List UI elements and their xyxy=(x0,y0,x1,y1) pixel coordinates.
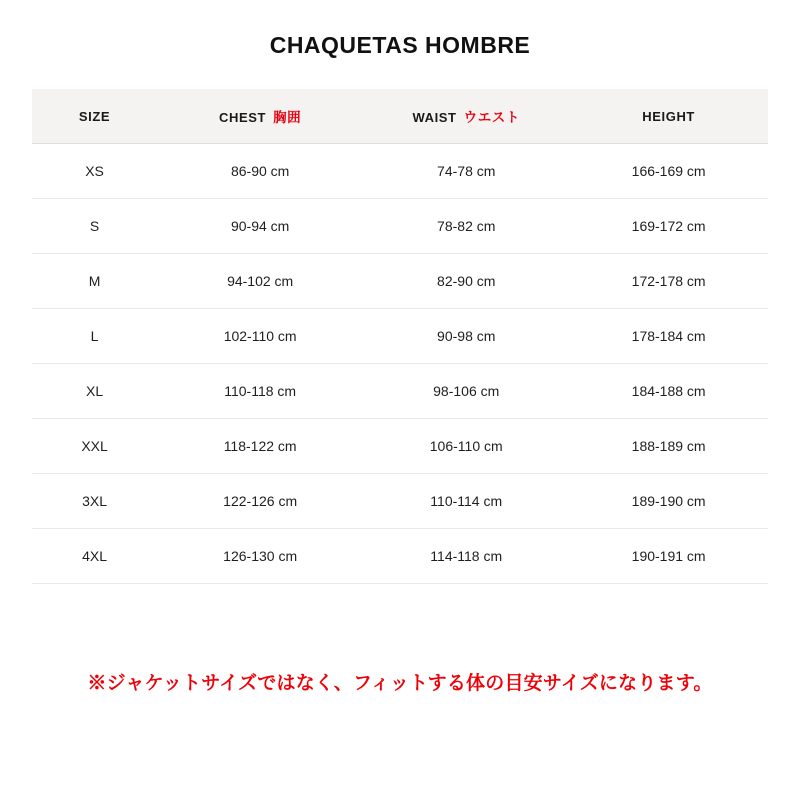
table-row xyxy=(32,254,768,309)
table-row xyxy=(32,309,768,364)
cell-height: 166-169 cm xyxy=(569,144,768,199)
size-table-container xyxy=(32,89,768,584)
page-title: CHAQUETAS HOMBRE xyxy=(269,32,531,58)
cell-height: 189-190 cm xyxy=(569,474,768,529)
size-table xyxy=(32,89,768,584)
column-header-size xyxy=(32,89,157,144)
cell-size: XXL xyxy=(32,419,157,474)
cell-size: XS xyxy=(32,144,157,199)
table-header xyxy=(32,89,768,144)
table-row xyxy=(32,419,768,474)
cell-waist: 82-90 cm xyxy=(363,254,569,309)
table-body xyxy=(32,144,768,584)
cell-waist: 114-118 cm xyxy=(363,529,569,584)
table-row xyxy=(32,144,768,199)
cell-size: 4XL xyxy=(32,529,157,584)
cell-chest: 122-126 cm xyxy=(157,474,363,529)
cell-chest: 90-94 cm xyxy=(157,199,363,254)
column-header-chest-label-jp: 胸囲 xyxy=(273,110,302,125)
column-header-height xyxy=(569,89,768,144)
column-header-size-label: SIZE xyxy=(78,108,111,124)
column-header-chest xyxy=(157,89,363,144)
cell-height: 188-189 cm xyxy=(569,419,768,474)
table-row xyxy=(32,474,768,529)
table-row xyxy=(32,199,768,254)
cell-size: M xyxy=(32,254,157,309)
table-header-row xyxy=(32,89,768,144)
cell-waist: 74-78 cm xyxy=(363,144,569,199)
cell-height: 172-178 cm xyxy=(569,254,768,309)
cell-waist: 106-110 cm xyxy=(363,419,569,474)
cell-size: 3XL xyxy=(32,474,157,529)
column-header-chest-label: CHEST xyxy=(219,110,267,125)
cell-chest: 94-102 cm xyxy=(157,254,363,309)
column-header-height-label: HEIGHT xyxy=(642,108,695,124)
cell-size: S xyxy=(32,199,157,254)
cell-size: XL xyxy=(32,364,157,419)
cell-chest: 118-122 cm xyxy=(157,419,363,474)
cell-chest: 110-118 cm xyxy=(157,364,363,419)
cell-waist: 90-98 cm xyxy=(363,309,569,364)
cell-height: 190-191 cm xyxy=(569,529,768,584)
cell-waist: 78-82 cm xyxy=(363,199,569,254)
cell-waist: 110-114 cm xyxy=(363,474,569,529)
cell-chest: 102-110 cm xyxy=(157,309,363,364)
cell-height: 178-184 cm xyxy=(569,309,768,364)
cell-chest: 86-90 cm xyxy=(157,144,363,199)
column-header-waist-label: WAIST xyxy=(412,110,457,125)
column-header-waist-label-jp: ウエスト xyxy=(463,110,521,125)
cell-waist: 98-106 cm xyxy=(363,364,569,419)
table-row xyxy=(32,364,768,419)
table-row xyxy=(32,529,768,584)
cell-size: L xyxy=(32,309,157,364)
cell-height: 169-172 cm xyxy=(569,199,768,254)
cell-height: 184-188 cm xyxy=(569,364,768,419)
cell-chest: 126-130 cm xyxy=(157,529,363,584)
size-note: ※ジャケットサイズではなく、フィットする体の目安サイズになります。 xyxy=(87,673,713,694)
column-header-waist xyxy=(363,89,569,144)
